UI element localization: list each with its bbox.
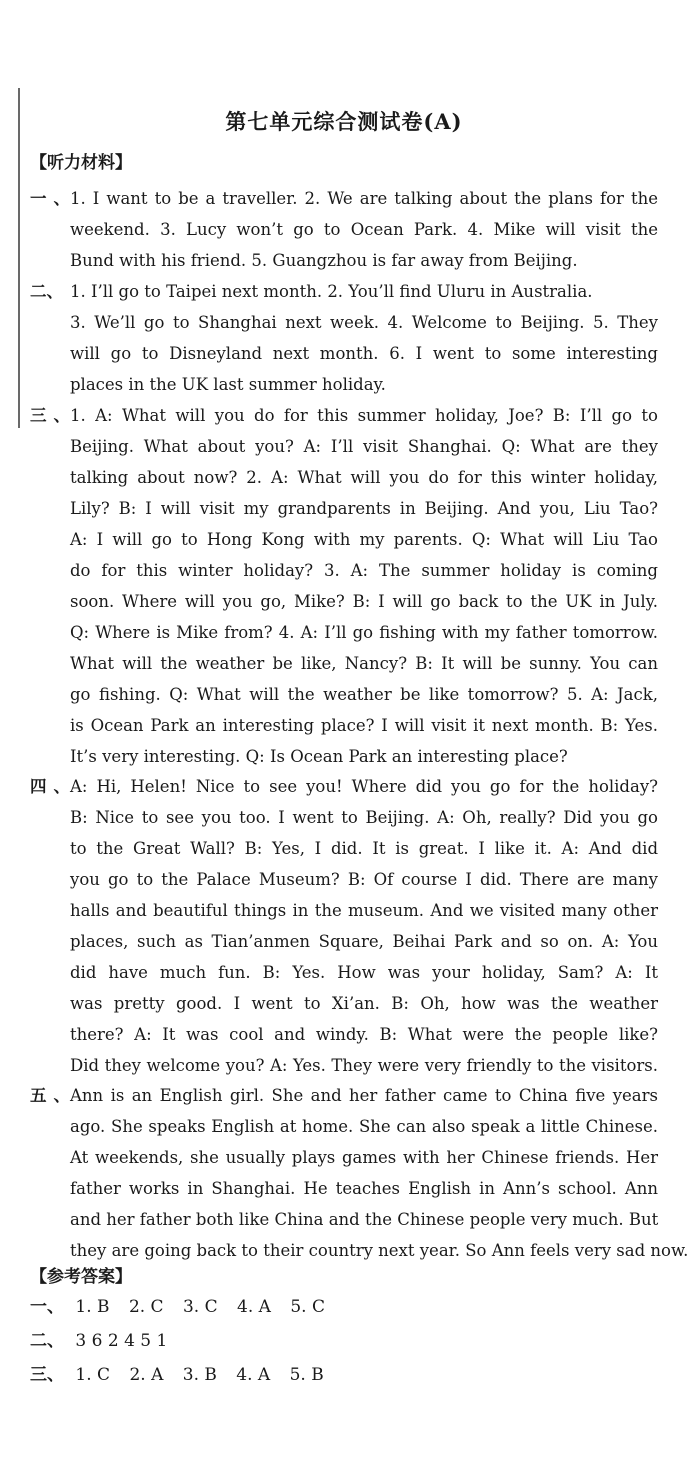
section-4-line: you go to the Palace Museum? B: Of course I did. There are many xyxy=(70,870,658,889)
section-3-line: go fishing. Q: What will the weather be like tomorrow? 5. A: Jack, xyxy=(70,685,658,704)
answer-item: 3. C xyxy=(182,1297,218,1317)
section-5-line: they are going back to their country next year. So Ann feels very sad now. xyxy=(70,1241,688,1260)
section-3-line: Q: Where is Mike from? 4. A: I’ll go fishing with my father tomorrow. xyxy=(70,623,658,642)
section-5-line: and her father both like China and the Chinese people very much. But xyxy=(70,1210,659,1229)
section-5-line: father works in Shanghai. He teaches English in Ann’s school. Ann xyxy=(70,1179,658,1198)
section-2-line: 1. I’ll go to Taipei next month. 2. You’ll find Uluru in Australia. xyxy=(70,282,593,301)
answer-item: 2. A xyxy=(129,1365,164,1385)
section-5-line: ago. She speaks English at home. She can also speak a little Chinese. xyxy=(70,1117,658,1136)
section-1-line: 1. I want to be a traveller. 2. We are talking about the plans for the xyxy=(70,189,658,208)
section-4 xyxy=(30,771,658,1081)
section-5-line: At weekends, she usually plays games with her Chinese friends. Her xyxy=(70,1148,658,1167)
section-3-line: soon. Where will you go, Mike? B: I will go back to the UK in July. xyxy=(70,592,658,611)
section-3-line: A: I will go to Hong Kong with my parents. Q: What will Liu Tao xyxy=(70,530,658,549)
answer-item: 1. C xyxy=(75,1365,111,1385)
section-2-line: 3. We’ll go to Shanghai next week. 4. Welcome to Beijing. 5. They xyxy=(70,313,658,332)
section-2-label: 二、 xyxy=(30,282,63,301)
section-2-line: places in the UK last summer holiday. xyxy=(70,375,386,394)
section-1-label: 一、 xyxy=(30,189,70,208)
section-4-line: to the Great Wall? B: Yes, I did. It is great. I like it. A: And did xyxy=(70,839,658,858)
answer-row-1-label: 一、 xyxy=(30,1297,64,1317)
answer-row-1 xyxy=(30,1290,339,1324)
section-4-line: halls and beautiful things in the museum. And we visited many other xyxy=(70,901,658,920)
answer-row-3 xyxy=(30,1358,338,1392)
section-4-line: Did they welcome you? A: Yes. They were very friendly to the visitors. xyxy=(70,1056,658,1075)
section-2 xyxy=(30,276,658,400)
answer-item: 3. B xyxy=(182,1365,217,1385)
section-5-label: 五、 xyxy=(30,1086,70,1105)
section-3 xyxy=(30,400,658,772)
answers-header: 【参考答案】 xyxy=(30,1267,132,1287)
section-3-label: 三、 xyxy=(30,406,70,425)
section-1-line: Bund with his friend. 5. Guangzhou is far away from Beijing. xyxy=(70,251,578,270)
section-3-line: Beijing. What about you? A: I’ll visit Shanghai. Q: What are they xyxy=(70,437,658,456)
answer-item: 4. A xyxy=(237,1297,271,1317)
answer-row-2-label: 二、 xyxy=(30,1331,64,1351)
section-3-line: talking about now? 2. A: What will you do for this winter holiday, xyxy=(70,468,658,487)
answer-item: 4. A xyxy=(236,1365,271,1385)
answer-sequence: 3 6 2 4 5 1 xyxy=(75,1331,168,1351)
section-3-line: It’s very interesting. Q: Is Ocean Park an interesting place? xyxy=(70,747,568,766)
page-margin-rule xyxy=(18,88,20,428)
section-1-line: weekend. 3. Lucy won’t go to Ocean Park. 4. Mike will visit the xyxy=(70,220,658,239)
section-3-line: is Ocean Park an interesting place? I will visit it next month. B: Yes. xyxy=(70,716,658,735)
section-4-line: did have much fun. B: Yes. How was your holiday, Sam? A: It xyxy=(70,963,658,982)
answer-item: 5. C xyxy=(290,1297,325,1317)
section-3-line: Lily? B: I will visit my grandparents in Beijing. And you, Liu Tao? xyxy=(70,499,658,518)
page-title: 第七单元综合测试卷(A) xyxy=(225,109,463,134)
answer-row-2 xyxy=(30,1324,167,1358)
answer-item: 5. B xyxy=(289,1365,324,1385)
section-5 xyxy=(30,1080,688,1266)
section-5-line: Ann is an English girl. She and her father came to China five years xyxy=(70,1086,658,1105)
section-1 xyxy=(30,183,658,276)
section-4-line: there? A: It was cool and windy. B: What were the people like? xyxy=(70,1025,658,1044)
section-4-line: B: Nice to see you too. I went to Beijing. A: Oh, really? Did you go xyxy=(70,808,658,827)
section-3-line: do for this winter holiday? 3. A: The summer holiday is coming xyxy=(70,561,658,580)
answer-row-3-label: 三、 xyxy=(30,1365,64,1385)
section-3-line: 1. A: What will you do for this summer holiday, Joe? B: I’ll go to xyxy=(70,406,658,425)
section-2-line: will go to Disneyland next month. 6. I went to some interesting xyxy=(70,344,658,363)
listening-header: 【听力材料】 xyxy=(30,153,132,173)
section-4-line: was pretty good. I went to Xi’an. B: Oh, how was the weather xyxy=(70,994,658,1013)
section-4-line: A: Hi, Helen! Nice to see you! Where did you go for the holiday? xyxy=(70,777,658,796)
section-4-line: places, such as Tian’anmen Square, Beihai Park and so on. A: You xyxy=(70,932,658,951)
section-3-line: What will the weather be like, Nancy? B: It will be sunny. You can xyxy=(70,654,658,673)
answer-item: 2. C xyxy=(128,1297,164,1317)
answer-item: 1. B xyxy=(75,1297,110,1317)
section-4-label: 四、 xyxy=(30,777,70,796)
